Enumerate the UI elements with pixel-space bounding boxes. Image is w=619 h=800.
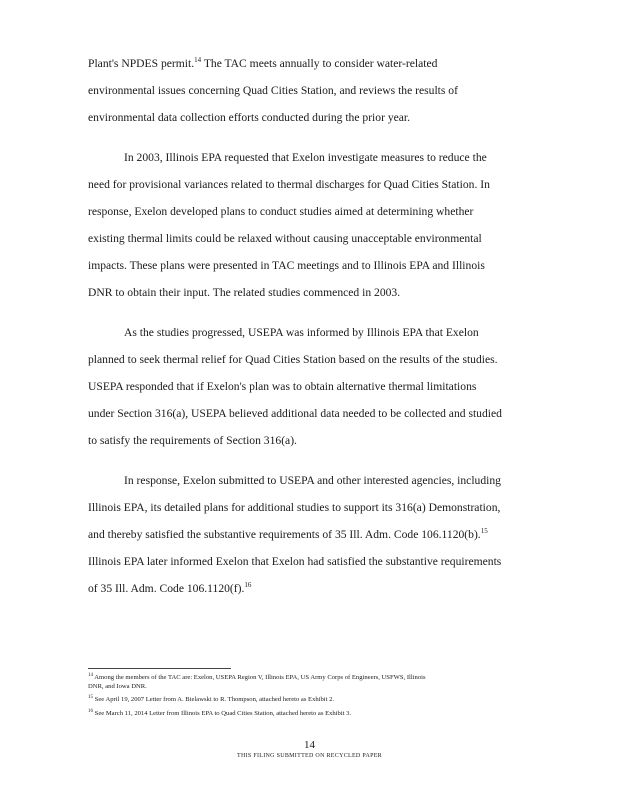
text-run: under Section 316(a), USEPA believed additional data needed to be collected and studied bbox=[88, 407, 502, 420]
text-run: DNR to obtain their input. The related studies commenced in 2003. bbox=[88, 286, 401, 299]
text-line bbox=[88, 172, 490, 199]
text-run: environmental data collection efforts conducted during the prior year. bbox=[88, 111, 411, 124]
footnote bbox=[88, 696, 528, 705]
footnote bbox=[88, 710, 528, 719]
footnote-text: See March 11, 2014 Letter from Illinois EPA to Quad Cities Station, attached hereto as Exhibit 3. bbox=[93, 709, 352, 717]
text-line bbox=[88, 522, 488, 549]
text-run: USEPA responded that if Exelon's plan was to obtain alternative thermal limitations bbox=[88, 380, 477, 393]
footnote-number: 14 bbox=[88, 673, 93, 678]
footnote-reference: 16 bbox=[244, 581, 252, 589]
page-number: 14 bbox=[304, 739, 315, 751]
text-line bbox=[88, 199, 473, 226]
text-run: need for provisional variances related to thermal discharges for Quad Cities Station. In bbox=[88, 178, 490, 191]
text-run: In response, Exelon submitted to USEPA and other interested agencies, including bbox=[124, 474, 501, 487]
text-line bbox=[88, 428, 297, 455]
text-line bbox=[88, 347, 498, 374]
footnote-reference: 15 bbox=[480, 527, 488, 535]
footnote-number: 16 bbox=[88, 708, 93, 714]
text-run: response, Exelon developed plans to conduct studies aimed at determining whether bbox=[88, 205, 474, 218]
text-run: Plant's NPDES permit. bbox=[88, 57, 195, 70]
text-line bbox=[88, 549, 501, 576]
text-line bbox=[88, 495, 500, 522]
text-line bbox=[88, 253, 485, 280]
recycled-paper-notice: THIS FILING SUBMITTED ON RECYCLED PAPER bbox=[237, 753, 382, 759]
text-line bbox=[88, 226, 482, 253]
text-line bbox=[88, 320, 479, 347]
text-line bbox=[88, 576, 251, 603]
footnote bbox=[88, 674, 528, 691]
text-run: Illinois EPA later informed Exelon that Exelon had satisfied the substantive requirements bbox=[88, 555, 502, 568]
footnote-line bbox=[88, 696, 528, 705]
text-line bbox=[88, 401, 502, 428]
footnote-line bbox=[88, 710, 528, 719]
footnote-number: 15 bbox=[88, 695, 93, 701]
text-run: existing thermal limits could be relaxed without causing unacceptable environmental bbox=[88, 232, 482, 245]
text-line bbox=[88, 78, 458, 105]
text-line bbox=[88, 145, 487, 172]
text-run: Illinois EPA, its detailed plans for additional studies to support its 316(a) Demonstration, bbox=[88, 501, 501, 514]
text-line bbox=[88, 51, 437, 78]
footnote-text: Among the members of the TAC are: Exelon, USEPA Region V, Illinois EPA, US Army Corps of Engineers, USFWS, Illinois bbox=[93, 674, 426, 681]
text-run: to satisfy the requirements of Section 316(a). bbox=[88, 434, 297, 447]
text-run: As the studies progressed, USEPA was informed by Illinois EPA that Exelon bbox=[124, 326, 479, 339]
text-run: In 2003, Illinois EPA requested that Exelon investigate measures to reduce the bbox=[124, 151, 487, 164]
footnote-line bbox=[88, 683, 528, 692]
text-run: and thereby satisfied the substantive requirements of 35 Ill. Adm. Code 106.1120(b). bbox=[88, 528, 481, 541]
text-run: planned to seek thermal relief for Quad Cities Station based on the results of the studies. bbox=[88, 353, 498, 366]
text-line bbox=[88, 280, 400, 307]
text-line bbox=[88, 105, 410, 132]
footnote-text: See April 19, 2007 Letter from A. Bielawski to R. Thompson, attached hereto as Exhibit 2. bbox=[93, 696, 335, 704]
footnotes bbox=[88, 674, 528, 723]
text-run: of 35 Ill. Adm. Code 106.1120(f). bbox=[88, 582, 245, 595]
footnote-reference: 14 bbox=[194, 56, 202, 64]
text-run: environmental issues concerning Quad Cities Station, and reviews the results of bbox=[88, 84, 458, 97]
text-run: impacts. These plans were presented in TAC meetings and to Illinois EPA and Illinois bbox=[88, 259, 485, 272]
text-line bbox=[88, 374, 476, 401]
footnote-text: DNR, and Iowa DNR. bbox=[88, 682, 147, 690]
footnote-line bbox=[88, 674, 528, 683]
footnote-separator bbox=[88, 668, 231, 669]
text-run: The TAC meets annually to consider water-related bbox=[201, 57, 438, 70]
text-line bbox=[88, 468, 501, 495]
